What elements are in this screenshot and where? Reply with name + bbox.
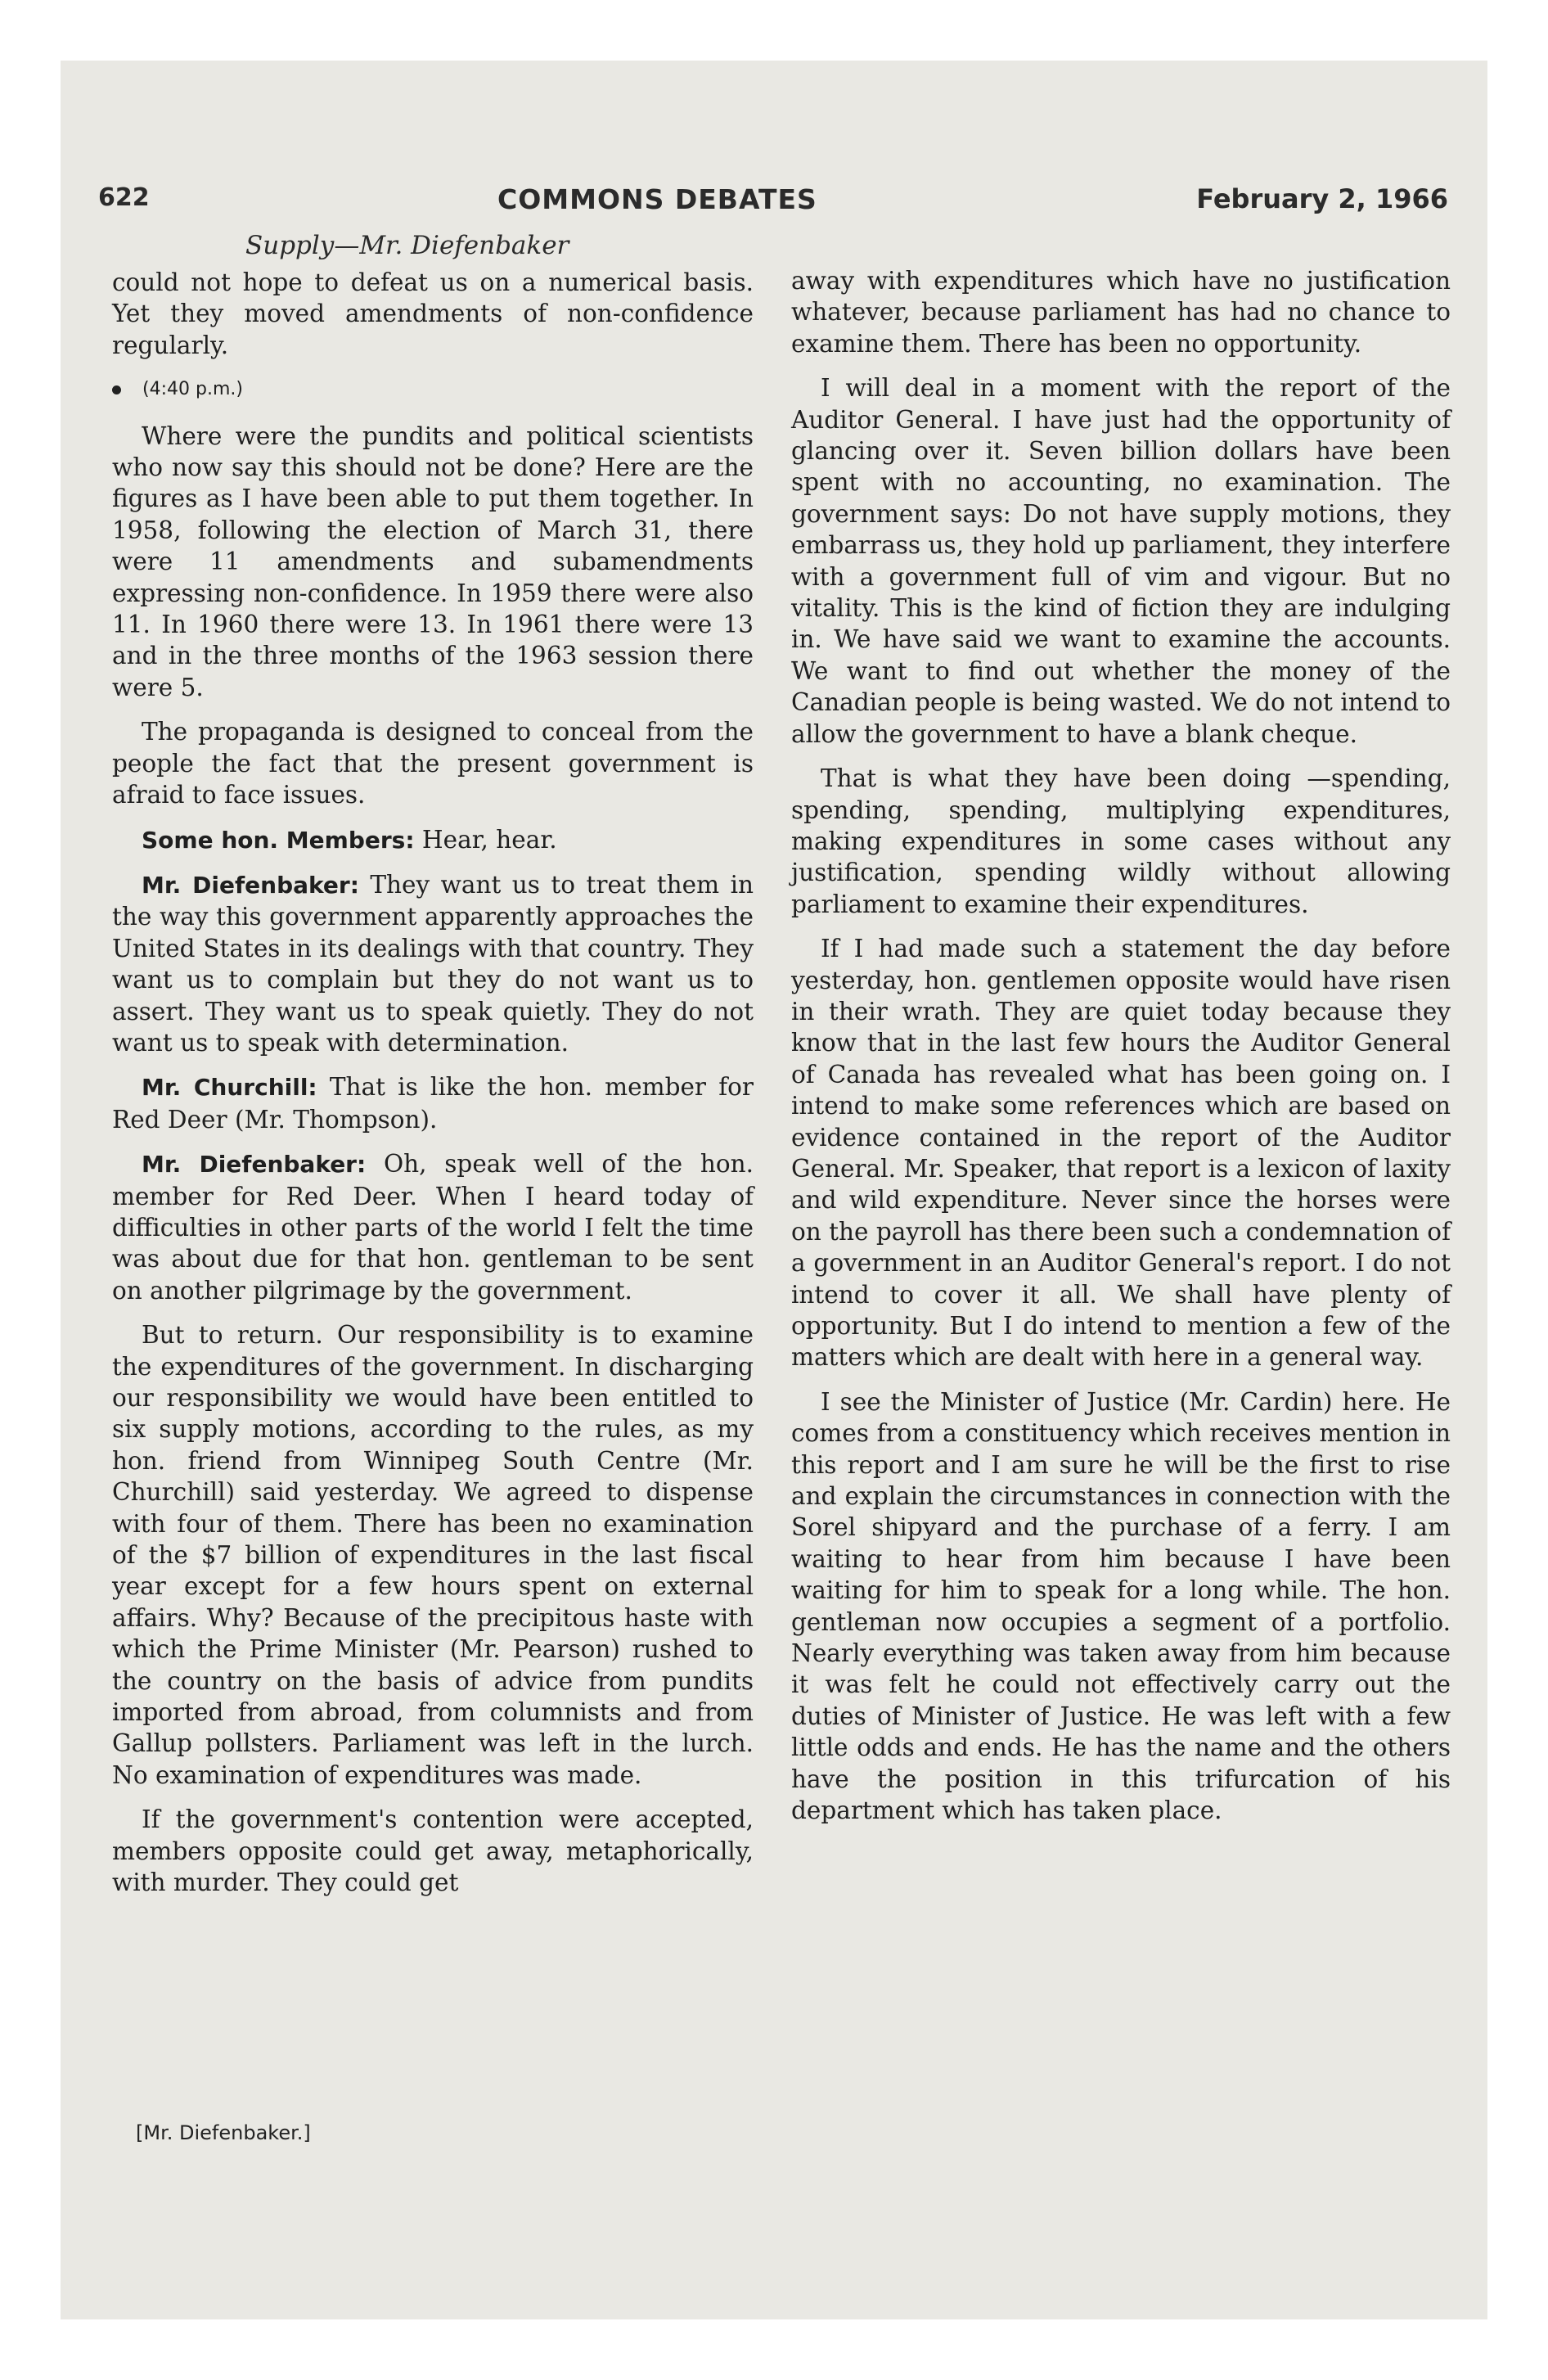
- page-header: [98, 183, 1448, 221]
- speaker-footer-note: [Mr. Diefenbaker.]: [136, 2121, 311, 2144]
- speech-entry: [112, 824, 754, 856]
- speech-text: That is like the hon. member for Red Deer (Mr. Thompson).: [112, 1073, 754, 1134]
- timestamp: [112, 374, 754, 405]
- speaker-name: Mr. Churchill:: [142, 1074, 317, 1102]
- publication-title: COMMONS DEBATES: [497, 183, 817, 215]
- speech-entry: [112, 1148, 754, 1306]
- speech-text: Oh, speak well of the hon. member for Red Deer. When I heard today of difficulties in other parts of the world I felt the time was about due for that hon. gentleman to be sent on another pilgrimage by the government.: [112, 1150, 754, 1305]
- section-subtitle: Supply—Mr. Diefenbaker: [245, 231, 569, 260]
- left-column: [112, 267, 754, 1912]
- speech-entry: [112, 869, 754, 1058]
- speech-text: They want us to treat them in the way this government apparently approaches the United States in its dealings with that country. They want us to complain but they do not want us to assert. They want us to speak quietly. They do not want us to speak with determination.: [112, 870, 754, 1057]
- paragraph: If I had made such a statement the day before yesterday, hon. gentlemen opposite would have risen in their wrath. They are quiet today because they know that in the last few hours the Auditor General of Canada has revealed what has been going on. I intend to make some references which are based on evidence contained in the report of the Auditor General. Mr. Speaker, that report is a lexicon of laxity and wild expenditure. Never since the horses were on the payroll has there been such a condemnation of a government in an Auditor General's report. I do not intend to cover it all. We shall have plenty of opportunity. But I do intend to mention a few of the matters which are dealt with here in a general way.: [791, 935, 1451, 1372]
- paragraph: If the government's contention were accepted, members opposite could get away, metaphorically, with murder. They could get: [112, 1805, 754, 1897]
- paragraph: I will deal in a moment with the report of the Auditor General. I have just had the opportunity of glancing over it. Seven billion dollars have been spent with no accounting, no examination. The government says: Do not have supply motions, they embarrass us, they hold up parliament, they interfere with a government full of vim and vigour. But no vitality. This is the kind of fiction they are indulging in. We have said we want to examine the accounts. We want to find out whether the money of the Canadian people is being wasted. We do not intend to allow the government to have a blank cheque.: [791, 374, 1451, 748]
- timestamp-text: (4:40 p.m.): [142, 379, 243, 400]
- bullet-icon: [112, 385, 121, 394]
- speaker-name: Mr. Diefenbaker:: [142, 871, 359, 899]
- speech-text: Hear, hear.: [414, 825, 557, 854]
- page-number: 622: [98, 183, 150, 212]
- right-column: [791, 265, 1451, 1840]
- paragraph: The propaganda is designed to conceal from the people the fact that the present government is afraid to face issues.: [112, 718, 754, 809]
- paragraph: Where were the pundits and political scientists who now say this should not be done? Here are the figures as I have been able to put them together. In 1958, following the election of March 31, there were 11 amendments and subamendments expressing non-confidence. In 1959 there were also 11. In 1960 there were 13. In 1961 there were 13 and in the three months of the 1963 session there were 5.: [112, 421, 754, 701]
- paragraph: I see the Minister of Justice (Mr. Cardin) here. He comes from a constituency which receives mention in this report and I am sure he will be the first to rise and explain the circumstances in connection with the Sorel shipyard and the purchase of a ferry. I am waiting to hear from him because I have been waiting for him to speak for a long while. The hon. gentleman now occupies a segment of a portfolio. Nearly everything was taken away from him because it was felt he could not effectively carry out the duties of Minister of Justice. He was left with a few little odds and ends. He has the name and the others have the position in this trifurcation of his department which has taken place.: [791, 1387, 1451, 1825]
- paragraph: But to return. Our responsibility is to examine the expenditures of the government. In discharging our responsibility we would have been entitled to six supply motions, according to the rules, as my hon. friend from Winnipeg South Centre (Mr. Churchill) said yesterday. We agreed to dispense with four of them. There has been no examination of the $7 billion of expenditures in the last fiscal year except for a few hours spent on external affairs. Why? Because of the precipitous haste with which the Prime Minister (Mr. Pearson) rushed to the country on the basis of advice from pundits imported from abroad, from columnists and from Gallup pollsters. Parliament was left in the lurch. No examination of expenditures was made.: [112, 1321, 754, 1789]
- speech-entry: [112, 1071, 754, 1135]
- paragraph: away with expenditures which have no justification whatever, because parliament has had no chance to examine them. There has been no opportunity.: [791, 267, 1451, 358]
- paragraph: That is what they have been doing —spending, spending, spending, multiplying expenditures, making expenditures in some cases without any justification, spending wildly without allowing parliament to examine their expenditures.: [791, 764, 1451, 918]
- speaker-name: Some hon. Members:: [142, 826, 415, 854]
- speaker-name: Mr. Diefenbaker:: [142, 1151, 367, 1179]
- page-date: February 2, 1966: [1196, 183, 1448, 214]
- paragraph: could not hope to defeat us on a numerical basis. Yet they moved amendments of non-confidence regularly.: [112, 268, 754, 359]
